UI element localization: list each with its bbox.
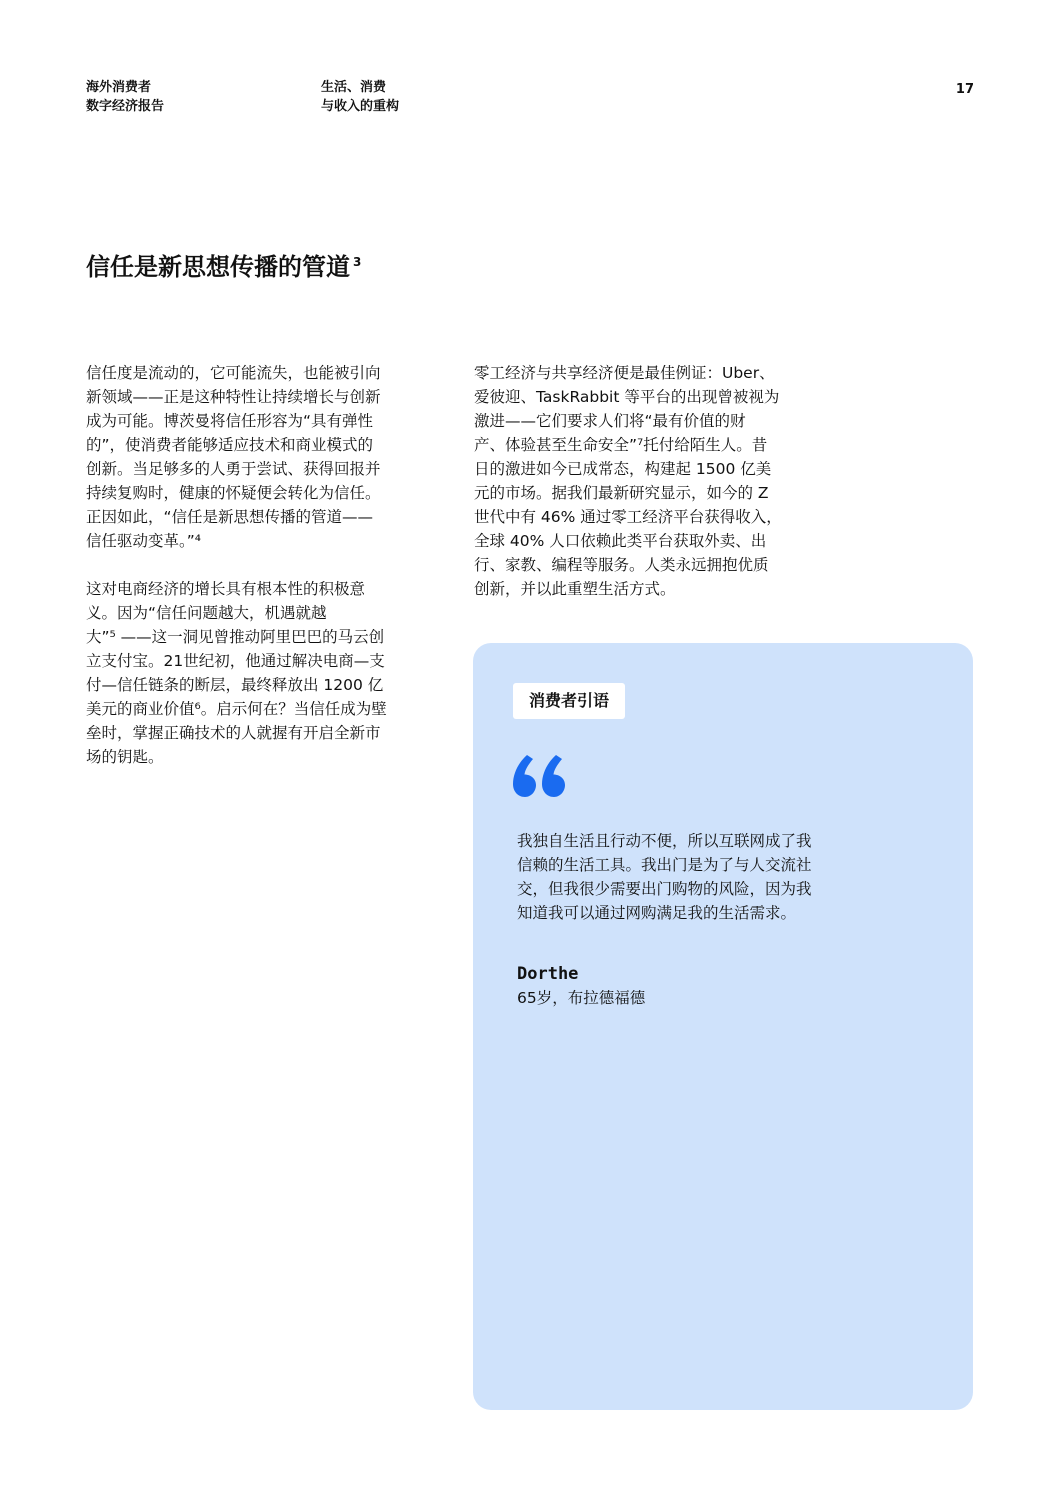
text-line: 垒时，掌握正确技术的人就握有开启全新市 xyxy=(86,724,381,742)
right-column xyxy=(474,361,816,625)
text-line: 激进——它们要求人们将“最有价值的财 xyxy=(474,412,746,430)
quote-author: Dorthe xyxy=(517,964,579,984)
text-line: 义。因为“信任问题越大，机遇就越 xyxy=(86,604,327,622)
text-line: 产、体验甚至生命安全”⁷托付给陌生人。昔 xyxy=(474,436,768,454)
text-line: 付—信任链条的断层，最终释放出 1200 亿 xyxy=(86,676,384,694)
quote-tag: 消费者引语 xyxy=(513,683,625,719)
quote-line: 知道我可以通过网购满足我的生活需求。 xyxy=(517,904,797,922)
text-line: 创新。当足够多的人勇于尝试、获得回报并 xyxy=(86,460,381,478)
text-line: 爱彼迎、TaskRabbit 等平台的出现曾被视为 xyxy=(474,388,780,406)
text-line: 持续复购时，健康的怀疑便会转化为信任。 xyxy=(86,484,381,502)
text-line: 大”⁵ ——这一洞见曾推动阿里巴巴的马云创 xyxy=(86,628,385,646)
text-line: 日的激进如今已成常态，构建起 1500 亿美 xyxy=(474,460,772,478)
quote-line: 交，但我很少需要出门购物的风险，因为我 xyxy=(517,880,812,898)
quote-line: 我独自生活且行动不便，所以互联网成了我 xyxy=(517,832,812,850)
report-title xyxy=(86,78,164,116)
section-title-text: 信任是新思想传播的管道 xyxy=(86,253,350,281)
text-line: 信任驱动变革。”⁴ xyxy=(86,532,201,550)
text-line: 立支付宝。21世纪初，他通过解决电商—支 xyxy=(86,652,385,670)
quote-author-description: 65岁，布拉德福德 xyxy=(517,989,646,1007)
report-title-line: 海外消费者 xyxy=(86,80,152,95)
report-title-line: 数字经济报告 xyxy=(86,99,165,114)
quote-line: 信赖的生活工具。我出门是为了与人交流社 xyxy=(517,856,812,874)
text-line: 零工经济与共享经济便是最佳例证：Uber、 xyxy=(474,364,775,382)
chapter-title-line: 与收入的重构 xyxy=(321,99,400,114)
text-line: 世代中有 46% 通过零工经济平台获得收入， xyxy=(474,508,782,526)
paragraph xyxy=(86,361,428,553)
paragraph xyxy=(86,577,428,769)
section-title xyxy=(86,244,361,285)
text-line: 元的市场。据我们最新研究显示，如今的 Z xyxy=(474,484,769,502)
text-line: 创新，并以此重塑生活方式。 xyxy=(474,580,676,598)
text-line: 美元的商业价值⁶。启示何在？当信任成为壁 xyxy=(86,700,387,718)
text-line: 全球 40% 人口依赖此类平台获取外卖、出 xyxy=(474,532,767,550)
consumer-quote-card xyxy=(473,643,973,1410)
footnote-marker: 3 xyxy=(353,255,362,269)
paragraph xyxy=(474,361,816,601)
text-line: 信任度是流动的，它可能流失，也能被引向 xyxy=(86,364,381,382)
quote-mark-icon xyxy=(513,755,569,797)
page-number: 17 xyxy=(955,82,974,97)
text-line: 场的钥匙。 xyxy=(86,748,164,766)
text-line: 新领域——正是这种特性让持续增长与创新 xyxy=(86,388,381,406)
chapter-title-line: 生活、消费 xyxy=(321,80,387,95)
text-line: 成为可能。博茨曼将信任形容为“具有弹性 xyxy=(86,412,374,430)
chapter-title xyxy=(321,78,399,116)
text-line: 的”，使消费者能够适应技术和商业模式的 xyxy=(86,436,374,454)
text-line: 行、家教、编程等服务。人类永远拥抱优质 xyxy=(474,556,769,574)
left-column xyxy=(86,361,428,793)
text-line: 这对电商经济的增长具有根本性的积极意 xyxy=(86,580,366,598)
text-line: 正因如此，“信任是新思想传播的管道—— xyxy=(86,508,374,526)
quote-text xyxy=(517,829,937,925)
